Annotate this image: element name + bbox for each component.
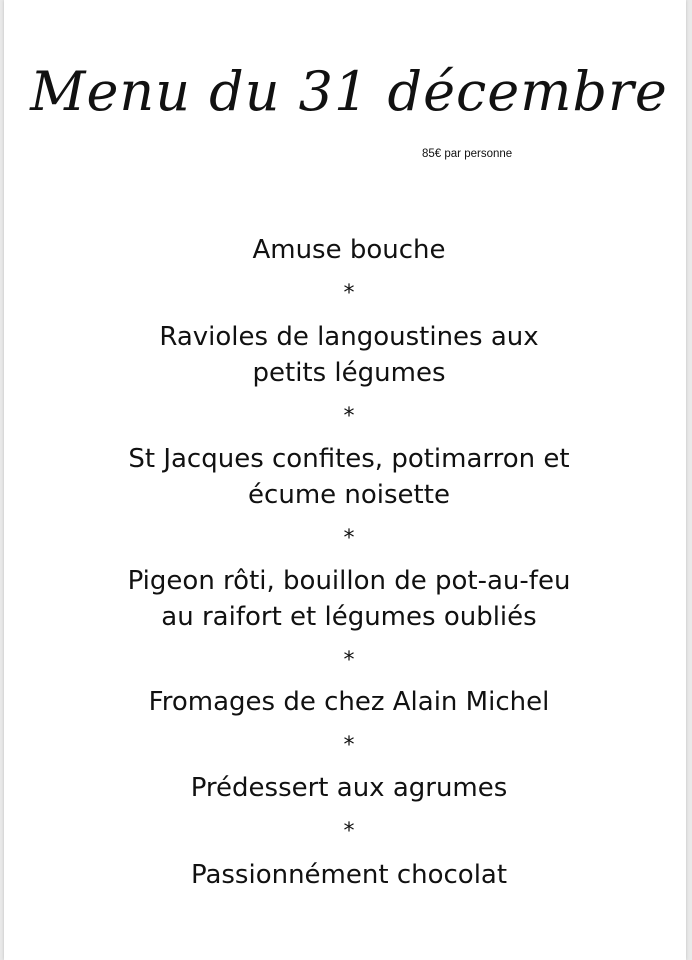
course-ravioles-line-1: Ravioles de langoustines aux xyxy=(159,322,539,352)
course-amuse-bouche: Amuse bouche xyxy=(252,235,446,265)
course-predessert: Prédessert aux agrumes xyxy=(190,773,508,803)
course-st-jacques-line-2: écume noisette xyxy=(248,480,450,510)
course-fromages: Fromages de chez Alain Michel xyxy=(148,687,550,717)
course-list xyxy=(4,0,686,960)
menu-page xyxy=(4,0,686,960)
course-st-jacques-line-1: St Jacques confites, potimarron et xyxy=(128,444,570,474)
course-chocolat: Passionnément chocolat xyxy=(190,860,508,890)
price-per-person: 85€ par personne xyxy=(422,148,513,160)
course-separator: * xyxy=(343,526,355,551)
course-separator: * xyxy=(343,733,355,758)
course-pigeon-line-2: au raifort et légumes oubliés xyxy=(161,602,537,632)
course-ravioles-line-2: petits légumes xyxy=(252,358,446,388)
course-pigeon-line-1: Pigeon rôti, bouillon de pot-au-feu xyxy=(127,566,571,596)
course-separator: * xyxy=(343,281,355,306)
course-separator: * xyxy=(343,648,355,673)
course-separator: * xyxy=(343,404,355,429)
course-separator: * xyxy=(343,819,355,844)
menu-title: Menu du 31 décembre xyxy=(30,60,668,123)
